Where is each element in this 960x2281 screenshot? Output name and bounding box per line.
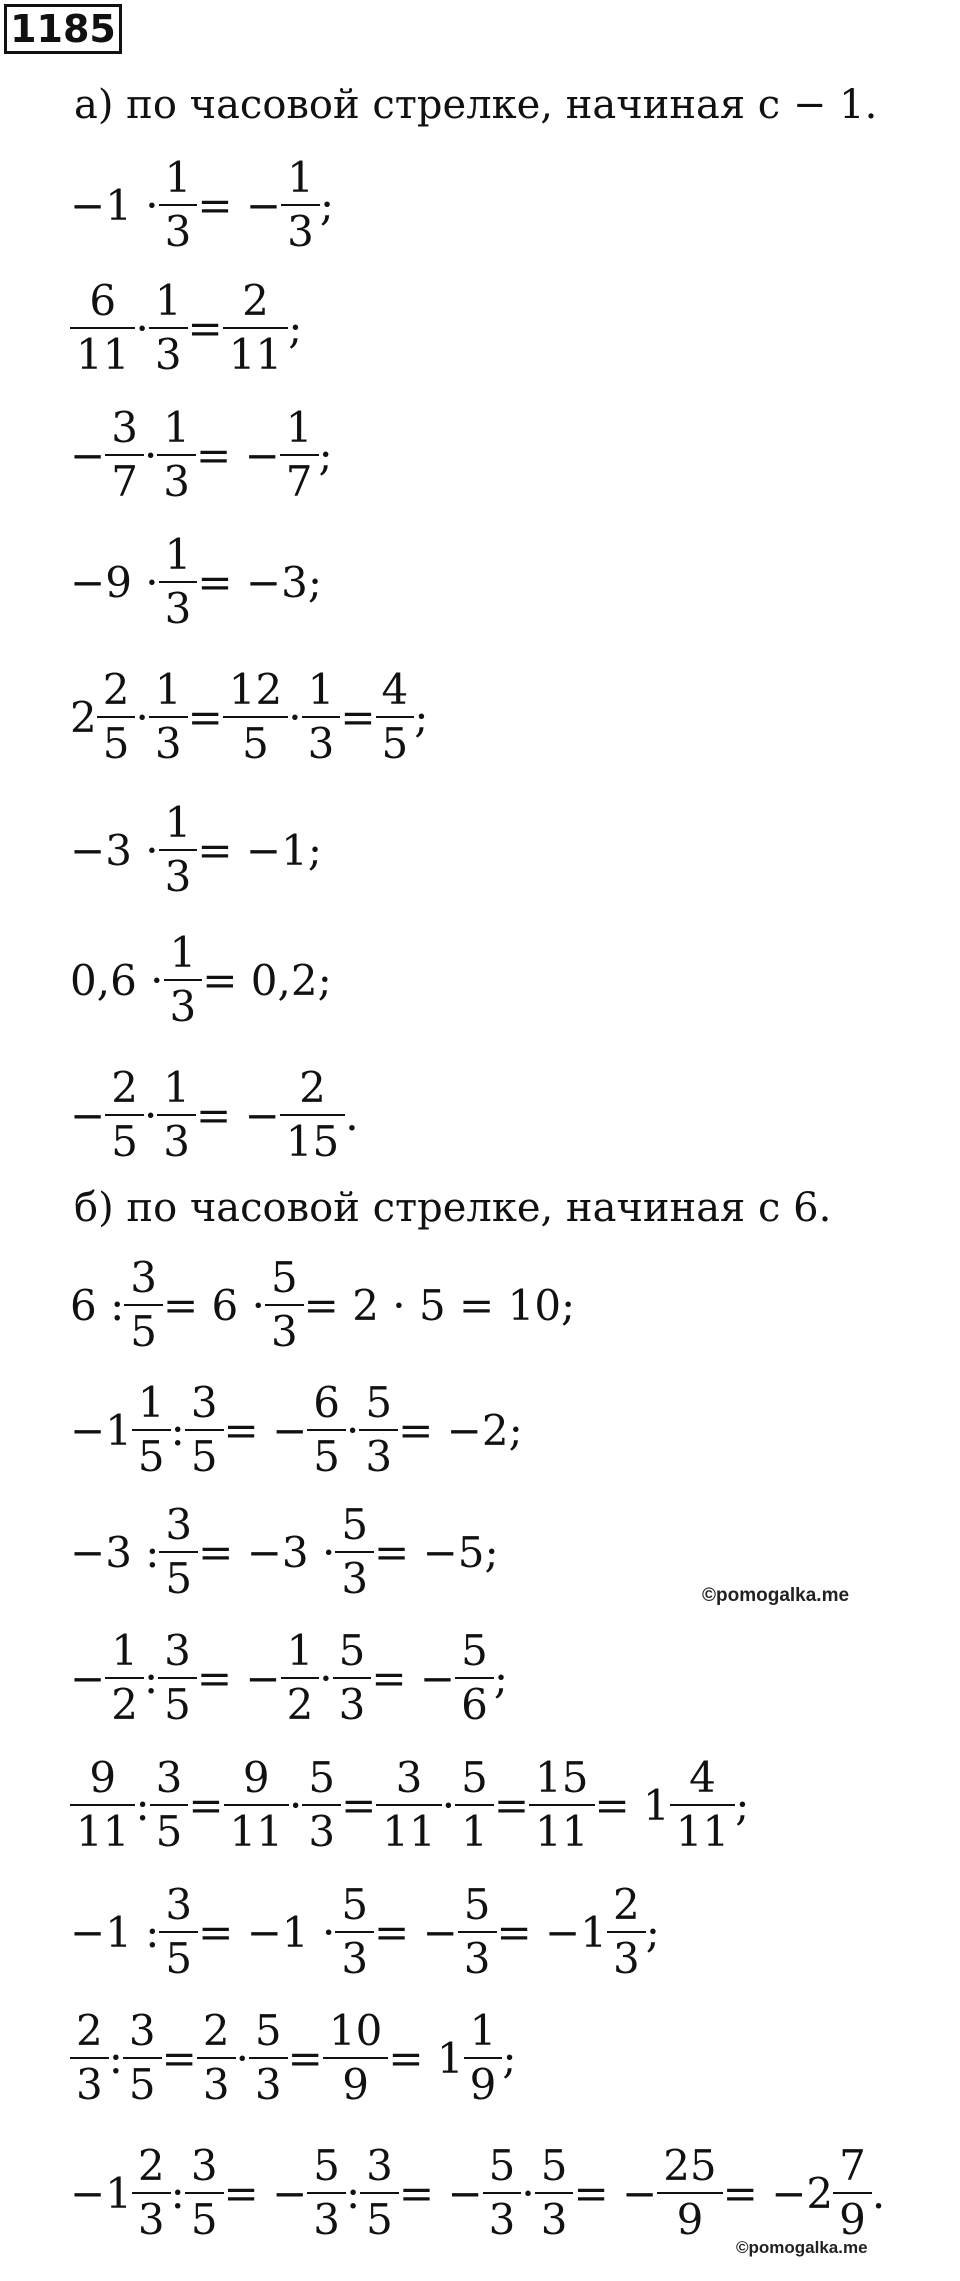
math-text: = − bbox=[398, 2168, 483, 2218]
math-text: −9 · bbox=[70, 557, 159, 607]
math-text: = − bbox=[223, 1405, 308, 1455]
math-text: −3 : bbox=[70, 1527, 160, 1577]
fraction bbox=[226, 665, 285, 768]
numerator: 3 bbox=[165, 1880, 193, 1929]
fraction bbox=[338, 1500, 371, 1603]
denominator: 3 bbox=[281, 204, 320, 253]
math-text: = − bbox=[196, 1090, 280, 1140]
fraction bbox=[284, 153, 317, 256]
math-text: − bbox=[70, 430, 106, 480]
numerator: 1 bbox=[164, 798, 192, 847]
equation-line bbox=[70, 1623, 508, 1733]
math-text: ; bbox=[319, 180, 334, 230]
math-text: = bbox=[287, 2033, 323, 2083]
numerator: 5 bbox=[254, 2006, 282, 2055]
math-text: · bbox=[288, 692, 302, 742]
problem-number: 1185 bbox=[4, 4, 122, 54]
denominator: 9 bbox=[657, 2192, 722, 2241]
math-text: : bbox=[143, 1653, 159, 1703]
fraction bbox=[162, 798, 195, 901]
math-text: · bbox=[235, 2033, 249, 2083]
math-text: = − bbox=[374, 1907, 458, 1957]
numerator: 3 bbox=[111, 403, 138, 452]
denominator: 3 bbox=[335, 1551, 374, 1600]
fraction bbox=[108, 403, 141, 506]
numerator: 5 bbox=[488, 2141, 516, 2190]
numerator: 1 bbox=[154, 276, 182, 325]
numerator: 2 bbox=[102, 665, 130, 714]
fraction bbox=[160, 1063, 193, 1166]
denominator: 3 bbox=[359, 1429, 398, 1478]
fraction bbox=[162, 1500, 195, 1603]
fraction bbox=[152, 276, 185, 379]
numerator: 1 bbox=[154, 665, 182, 714]
fraction bbox=[127, 1253, 160, 1356]
math-text: . bbox=[345, 1090, 359, 1140]
math-text: = − bbox=[223, 2168, 308, 2218]
fraction bbox=[362, 1378, 395, 1481]
numerator: 1 bbox=[164, 153, 192, 202]
numerator: 7 bbox=[839, 2141, 866, 2190]
numerator: 15 bbox=[535, 1753, 589, 1802]
denominator: 5 bbox=[159, 1551, 198, 1600]
fraction bbox=[338, 1880, 371, 1983]
numerator: 25 bbox=[663, 2141, 717, 2190]
denominator: 11 bbox=[70, 327, 135, 376]
denominator: 5 bbox=[158, 1677, 197, 1726]
fraction bbox=[486, 2141, 519, 2244]
math-text: : bbox=[135, 1780, 150, 1830]
fraction bbox=[227, 1753, 286, 1856]
numerator: 2 bbox=[242, 276, 269, 325]
numerator: 5 bbox=[313, 2141, 341, 2190]
fraction bbox=[310, 1378, 343, 1481]
denominator: 3 bbox=[157, 454, 196, 503]
numerator: 1 bbox=[169, 928, 197, 977]
fraction bbox=[532, 1753, 591, 1856]
fraction bbox=[153, 1753, 186, 1856]
denominator: 5 bbox=[223, 716, 288, 765]
math-text: · bbox=[521, 2168, 535, 2218]
denominator: 9 bbox=[833, 2192, 872, 2241]
fraction bbox=[283, 403, 316, 506]
fraction bbox=[336, 1626, 369, 1729]
math-text: = −1 · bbox=[198, 1907, 336, 1957]
equation-line bbox=[70, 795, 322, 905]
math-text: = − bbox=[371, 1653, 456, 1703]
numerator: 2 bbox=[612, 1880, 640, 1929]
equation-line bbox=[70, 2138, 885, 2248]
fraction bbox=[226, 276, 285, 379]
numerator: 1 bbox=[286, 1626, 314, 1675]
math-text: −1 · bbox=[70, 180, 159, 230]
numerator: 3 bbox=[395, 1753, 423, 1802]
fraction bbox=[252, 2006, 285, 2109]
numerator: 5 bbox=[308, 1753, 336, 1802]
denominator: 15 bbox=[280, 1114, 345, 1163]
equation-line bbox=[70, 1375, 523, 1485]
math-text: · bbox=[441, 1780, 456, 1830]
denominator: 3 bbox=[333, 1677, 372, 1726]
denominator: 2 bbox=[281, 1677, 320, 1726]
numerator: 3 bbox=[190, 2141, 218, 2190]
math-text: −1 bbox=[70, 2168, 132, 2218]
fraction bbox=[162, 153, 195, 256]
numerator: 5 bbox=[461, 1626, 488, 1675]
fraction bbox=[135, 2141, 168, 2244]
numerator: 9 bbox=[89, 1753, 117, 1802]
denominator: 3 bbox=[197, 2057, 236, 2106]
denominator: 3 bbox=[483, 2192, 522, 2241]
fraction bbox=[200, 2006, 233, 2109]
fraction bbox=[152, 665, 185, 768]
watermark: ©pomogalka.me bbox=[702, 1585, 850, 1606]
math-text: · bbox=[289, 1780, 303, 1830]
fraction bbox=[379, 1753, 438, 1856]
math-text: = bbox=[187, 303, 223, 353]
watermark-bottom: ©pomogalka.me bbox=[736, 2238, 868, 2257]
math-text: ; bbox=[414, 692, 429, 742]
denominator: 3 bbox=[302, 716, 341, 765]
denominator: 3 bbox=[302, 1804, 341, 1853]
numerator: 1 bbox=[307, 665, 335, 714]
fraction bbox=[836, 2141, 869, 2244]
numerator: 1 bbox=[287, 153, 314, 202]
numerator: 5 bbox=[270, 1253, 298, 1302]
numerator: 2 bbox=[202, 2006, 230, 2055]
math-text: ; bbox=[645, 1907, 660, 1957]
fraction bbox=[283, 1063, 342, 1166]
math-text: = bbox=[341, 1780, 377, 1830]
math-text: = 2 · 5 = 10; bbox=[303, 1280, 576, 1330]
numerator: 1 bbox=[164, 530, 192, 579]
math-text: = bbox=[187, 692, 223, 742]
fraction bbox=[135, 1378, 168, 1481]
fraction bbox=[188, 1378, 221, 1481]
math-text: = −1; bbox=[197, 825, 322, 875]
math-text: : bbox=[108, 2033, 123, 2083]
math-text: = bbox=[493, 1780, 530, 1830]
denominator: 1 bbox=[455, 1804, 494, 1853]
denominator: 5 bbox=[185, 1429, 224, 1478]
fraction bbox=[73, 2006, 106, 2109]
numerator: 3 bbox=[164, 1626, 191, 1675]
denominator: 3 bbox=[164, 979, 203, 1028]
denominator: 5 bbox=[123, 2057, 162, 2106]
numerator: 3 bbox=[366, 2141, 393, 2190]
numerator: 3 bbox=[130, 1253, 157, 1302]
fraction bbox=[660, 2141, 719, 2244]
fraction bbox=[161, 1626, 194, 1729]
numerator: 5 bbox=[365, 1378, 393, 1427]
denominator: 2 bbox=[105, 1677, 144, 1726]
math-text: ; bbox=[502, 2033, 517, 2083]
math-text: ; bbox=[318, 430, 333, 480]
math-text: · bbox=[135, 303, 149, 353]
math-text: 2 bbox=[70, 692, 97, 742]
numerator: 5 bbox=[463, 1880, 491, 1929]
denominator: 3 bbox=[132, 2192, 171, 2241]
numerator: 5 bbox=[461, 1753, 488, 1802]
numerator: 5 bbox=[540, 2141, 568, 2190]
numerator: 6 bbox=[313, 1378, 341, 1427]
fraction bbox=[461, 1880, 494, 1983]
numerator: 10 bbox=[328, 2006, 383, 2055]
numerator: 5 bbox=[341, 1880, 369, 1929]
math-text: · bbox=[143, 1090, 158, 1140]
numerator: 4 bbox=[689, 1753, 716, 1802]
math-text: − bbox=[70, 1653, 106, 1703]
denominator: 3 bbox=[335, 1931, 374, 1980]
denominator: 3 bbox=[249, 2057, 288, 2106]
math-text: = −5; bbox=[374, 1527, 499, 1577]
math-text: = −1 bbox=[496, 1907, 607, 1957]
equation-line bbox=[70, 527, 322, 637]
fraction bbox=[162, 1880, 195, 1983]
equation-line bbox=[70, 1060, 359, 1170]
fraction bbox=[467, 2006, 500, 2109]
numerator: 1 bbox=[469, 2006, 497, 2055]
fraction bbox=[108, 1626, 141, 1729]
equation-line bbox=[70, 400, 333, 510]
denominator: 7 bbox=[105, 454, 144, 503]
math-text: ; bbox=[288, 303, 303, 353]
math-text: − bbox=[70, 1090, 106, 1140]
denominator: 3 bbox=[149, 327, 188, 376]
fraction bbox=[167, 928, 200, 1031]
denominator: 3 bbox=[159, 581, 198, 630]
denominator: 3 bbox=[157, 1114, 196, 1163]
math-text: · bbox=[319, 1653, 333, 1703]
fraction bbox=[100, 665, 133, 768]
fraction bbox=[305, 1753, 338, 1856]
math-text: = − bbox=[573, 2168, 658, 2218]
denominator: 5 bbox=[150, 1804, 189, 1853]
fraction bbox=[310, 2141, 343, 2244]
denominator: 6 bbox=[455, 1677, 494, 1726]
numerator: 9 bbox=[242, 1753, 270, 1802]
math-text: = bbox=[188, 1780, 224, 1830]
numerator: 1 bbox=[285, 403, 313, 452]
math-text: = −2 bbox=[722, 2168, 834, 2218]
math-text: = −3; bbox=[197, 557, 322, 607]
math-text: = − bbox=[197, 180, 282, 230]
fraction bbox=[108, 1063, 141, 1166]
math-text: = 1 bbox=[594, 1780, 670, 1830]
fraction bbox=[673, 1753, 732, 1856]
equation-line bbox=[70, 662, 428, 772]
numerator: 1 bbox=[137, 1378, 165, 1427]
numerator: 5 bbox=[341, 1500, 369, 1549]
equation-line bbox=[70, 150, 334, 260]
numerator: 2 bbox=[111, 1063, 138, 1112]
equation-line bbox=[70, 1250, 575, 1360]
numerator: 2 bbox=[137, 2141, 165, 2190]
denominator: 11 bbox=[376, 1804, 441, 1853]
fraction bbox=[379, 665, 412, 768]
denominator: 9 bbox=[323, 2057, 388, 2106]
denominator: 5 bbox=[360, 2192, 399, 2241]
denominator: 3 bbox=[149, 716, 188, 765]
fraction bbox=[268, 1253, 301, 1356]
denominator: 3 bbox=[607, 1931, 646, 1980]
fraction bbox=[610, 1880, 643, 1983]
denominator: 7 bbox=[280, 454, 319, 503]
fraction bbox=[162, 530, 195, 633]
denominator: 11 bbox=[223, 327, 288, 376]
section-heading: а) по часовой стрелке, начиная с − 1. bbox=[74, 82, 878, 128]
denominator: 11 bbox=[529, 1804, 594, 1853]
math-text: · bbox=[143, 430, 158, 480]
math-text: = 0,2; bbox=[202, 955, 332, 1005]
equation-line bbox=[70, 1877, 660, 1987]
denominator: 5 bbox=[307, 1429, 346, 1478]
math-text: : bbox=[170, 2168, 185, 2218]
denominator: 9 bbox=[464, 2057, 503, 2106]
numerator: 2 bbox=[299, 1063, 326, 1112]
fraction bbox=[284, 1626, 317, 1729]
denominator: 5 bbox=[132, 1429, 171, 1478]
numerator: 3 bbox=[165, 1500, 193, 1549]
math-text: ; bbox=[735, 1780, 750, 1830]
fraction bbox=[188, 2141, 221, 2244]
numerator: 2 bbox=[76, 2006, 103, 2055]
numerator: 1 bbox=[163, 403, 191, 452]
math-text: = 1 bbox=[388, 2033, 464, 2083]
equation-line bbox=[70, 925, 332, 1035]
math-text: ; bbox=[493, 1653, 509, 1703]
denominator: 3 bbox=[307, 2192, 346, 2241]
denominator: 3 bbox=[159, 204, 198, 253]
math-text: = bbox=[161, 2033, 197, 2083]
fraction bbox=[73, 276, 132, 379]
numerator: 5 bbox=[338, 1626, 366, 1675]
math-text: · bbox=[135, 692, 149, 742]
denominator: 5 bbox=[159, 1931, 198, 1980]
math-text: −3 · bbox=[70, 825, 159, 875]
fraction bbox=[73, 1753, 132, 1856]
equation-line bbox=[70, 273, 302, 383]
denominator: 5 bbox=[124, 1304, 163, 1353]
equation-line bbox=[70, 1497, 499, 1607]
denominator: 11 bbox=[70, 1804, 135, 1853]
equation-line bbox=[70, 1750, 749, 1860]
fraction bbox=[326, 2006, 385, 2109]
math-text: = − bbox=[196, 430, 280, 480]
section-heading: б) по часовой стрелке, начиная с 6. bbox=[74, 1185, 832, 1231]
fraction bbox=[363, 2141, 396, 2244]
numerator: 4 bbox=[381, 665, 409, 714]
numerator: 3 bbox=[190, 1378, 218, 1427]
fraction bbox=[458, 1753, 491, 1856]
math-text: . bbox=[871, 2168, 886, 2218]
denominator: 11 bbox=[224, 1804, 289, 1853]
numerator: 12 bbox=[228, 665, 283, 714]
fraction bbox=[126, 2006, 159, 2109]
numerator: 1 bbox=[111, 1626, 138, 1675]
numerator: 1 bbox=[163, 1063, 191, 1112]
denominator: 3 bbox=[159, 849, 198, 898]
fraction bbox=[160, 403, 193, 506]
numerator: 6 bbox=[89, 276, 117, 325]
fraction bbox=[458, 1626, 491, 1729]
fraction bbox=[305, 665, 338, 768]
denominator: 3 bbox=[265, 1304, 304, 1353]
denominator: 3 bbox=[458, 1931, 497, 1980]
math-text: −1 : bbox=[70, 1907, 160, 1957]
denominator: 5 bbox=[376, 716, 415, 765]
fraction bbox=[538, 2141, 571, 2244]
math-text: −1 bbox=[70, 1405, 132, 1455]
math-text: : bbox=[346, 2168, 361, 2218]
denominator: 11 bbox=[670, 1804, 735, 1853]
math-text: 6 : bbox=[70, 1280, 125, 1330]
math-text: · bbox=[346, 1405, 360, 1455]
denominator: 5 bbox=[97, 716, 136, 765]
math-text: = 6 · bbox=[162, 1280, 265, 1330]
numerator: 3 bbox=[155, 1753, 183, 1802]
equation-line bbox=[70, 2003, 516, 2113]
math-text: : bbox=[170, 1405, 185, 1455]
denominator: 3 bbox=[70, 2057, 109, 2106]
denominator: 5 bbox=[105, 1114, 144, 1163]
math-text: = − bbox=[196, 1653, 281, 1703]
denominator: 5 bbox=[185, 2192, 224, 2241]
numerator: 3 bbox=[128, 2006, 156, 2055]
math-text: = −3 · bbox=[198, 1527, 336, 1577]
math-text: = bbox=[340, 692, 376, 742]
denominator: 3 bbox=[535, 2192, 574, 2241]
math-text: 0,6 · bbox=[70, 955, 164, 1005]
math-text: = −2; bbox=[398, 1405, 523, 1455]
